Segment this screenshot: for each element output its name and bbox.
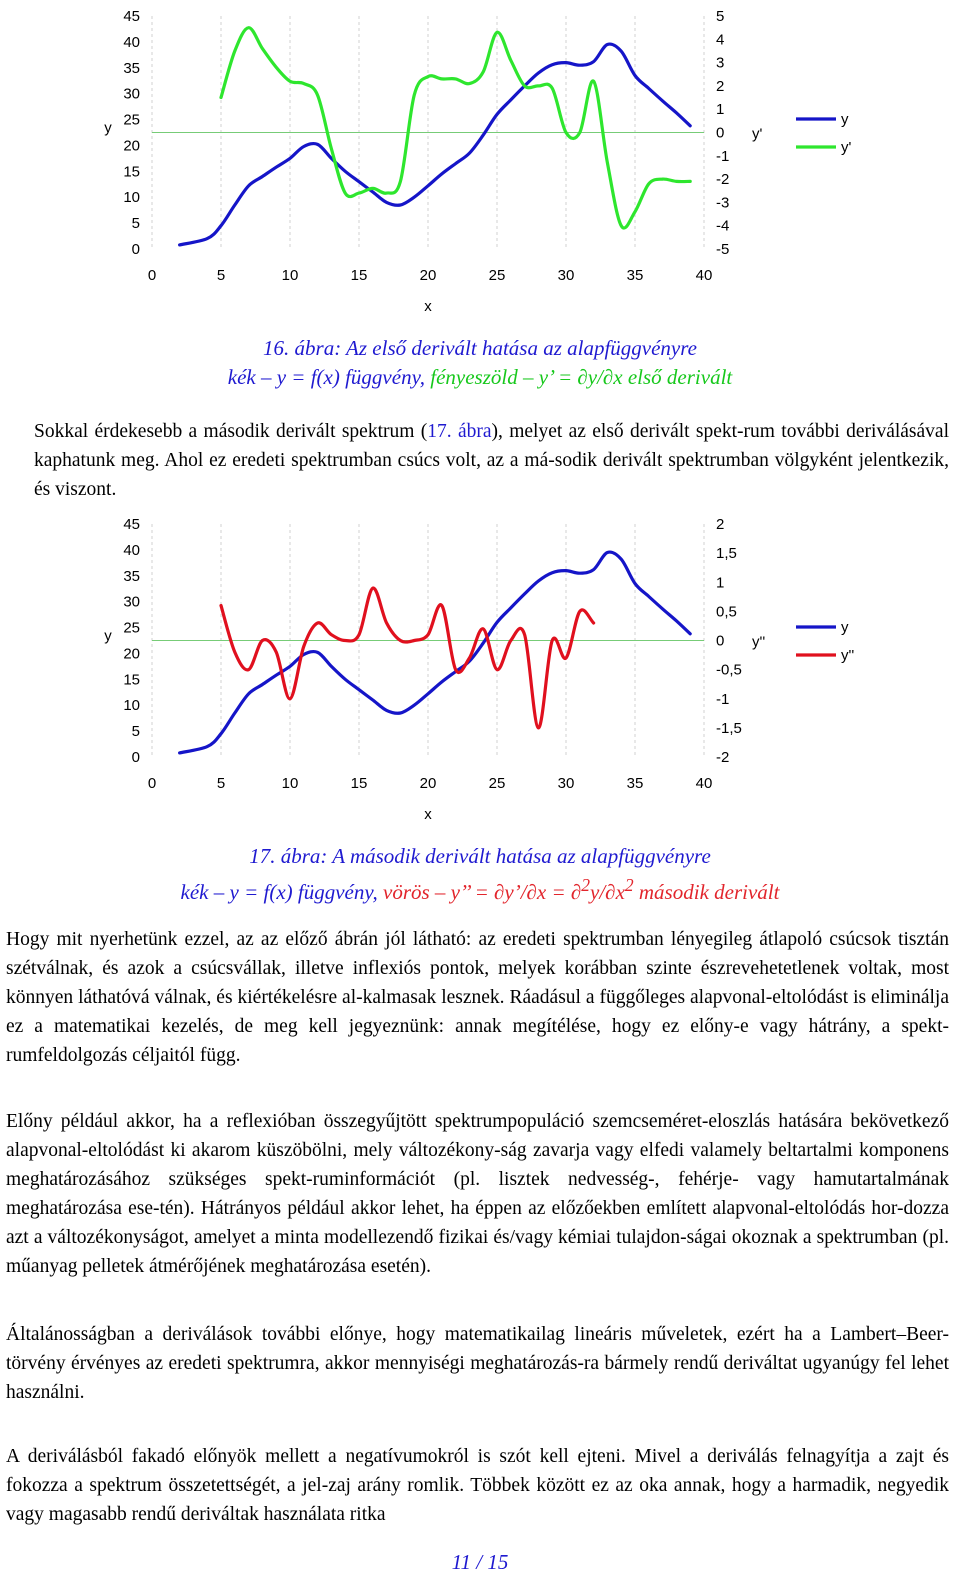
paragraph-1-end: ), melyet az első derivált spekt-rum további deriválásával kaphatunk meg. Ahol ez eredeti spektrumban csúcs volt, az a má-sodik derivált spektrumban völgyként jelentkezik, és viszont. (34, 421, 949, 500)
y-right-tick-label: 0 (716, 124, 725, 142)
y-right-tick-label: -3 (716, 194, 730, 212)
y-right-tick-label: 0,5 (716, 603, 737, 621)
series-line-y (180, 44, 691, 245)
figure-16-caption-line1: 16. ábra: Az első derivált hatása az alapfüggvényre (263, 336, 697, 360)
y-right-tick-label: 1 (716, 574, 725, 592)
figure-16-chart (0, 0, 960, 330)
caption-red-a: vörös – y’’ = ∂y’/∂x = ∂ (383, 880, 582, 904)
legend-label: y'' (841, 647, 855, 664)
figure-17-caption (0, 842, 960, 907)
x-tick-label: 30 (557, 267, 575, 284)
y-right-tick-label: -0,5 (716, 661, 742, 679)
x-tick-label: 5 (216, 775, 226, 792)
caption-red-part (383, 875, 780, 904)
paragraph-4: Általánosságban a deriválások további előnye, hogy matematikailag lineáris műveletek, ezért ha a Lambert–Beer-törvény érvényes az eredeti spektrumra, akkor mennyiségi meghatározás-ra bármely rendű deriváltat ugyanúgy fel lehet használni. (6, 1324, 949, 1403)
x-tick-label: 5 (216, 267, 226, 284)
y-right-tick-label: 0 (716, 632, 725, 650)
y-left-tick-label: 40 (123, 541, 140, 559)
legend-label: y (841, 619, 849, 636)
paragraph-1-start: Sokkal érdekesebb a második derivált spektrum ( (34, 421, 428, 442)
y-left-tick-label: 45 (123, 516, 140, 533)
y-right-tick-label: 1 (716, 101, 725, 119)
caption-red-b: y/∂x (590, 880, 625, 904)
y-left-tick-label: 35 (123, 59, 140, 77)
y-left-tick-label: 15 (123, 671, 140, 689)
figure-16-svg (0, 0, 960, 330)
x-tick-label: 25 (488, 775, 506, 792)
y-right-tick-label: 1,5 (716, 545, 737, 563)
x-tick-label: 0 (147, 775, 157, 792)
y-left-tick-label: 20 (123, 645, 140, 663)
figure-17-caption-line1: 17. ábra: A második derivált hatása az alapfüggvényre (249, 844, 711, 868)
paragraph-3: Előny például akkor, ha a reflexióban összegyűjtött spektrumpopuláció szemcseméret-eloszlás hatására bekövetkező alapvonal-eltolódást ki akarom küszöbölni, mely változékony-ság zavarja vagy elfedi valamely beltartalmi komponens meghatározásához szükséges spekt-ruminformációt (pl. lisztek nedvesség-, fehérje- vagy hamutartalmának meghatározása ese-tén). Hátrányos például akkor lehet, ha éppen az előzőekben említett alapvonal-eltolódás hor-dozza azt a változékonyságot, amelyet a minta modellezendő fizikai és/vagy kémiai tulajdon-ságai okoznak a spektrumban (pl. műanyag pelletek átmérőjének meghatározása esetén). (6, 1111, 949, 1277)
caption-red-sup2: 2 (624, 875, 634, 895)
y-right-tick-label: -2 (716, 171, 730, 189)
y-left-tick-label: 5 (131, 723, 140, 741)
x-tick-label: 20 (419, 267, 437, 284)
caption-red-c: második derivált (633, 880, 780, 904)
caption-green-part: fényeszöld – y’ = ∂y/∂x első derivált (430, 365, 733, 389)
x-tick-label: 15 (350, 267, 368, 284)
y-right-tick-label: -4 (716, 217, 730, 235)
y-right-tick-label: -1,5 (716, 719, 742, 737)
x-tick-label: 20 (419, 775, 437, 792)
caption-separator: , (372, 880, 384, 904)
x-axis-label: x (424, 298, 432, 315)
page-number: 11 / 15 (451, 1550, 509, 1574)
paragraph-1 (34, 417, 949, 504)
y-left-tick-label: 10 (123, 697, 140, 715)
caption-separator: , (419, 365, 431, 389)
x-tick-label: 10 (281, 775, 299, 792)
y-left-tick-label: 25 (123, 619, 140, 637)
x-tick-label: 40 (695, 267, 713, 284)
paragraph-2: Hogy mit nyerhetünk ezzel, az az előző ábrán jól látható: az eredeti spektrumban lényegileg átlapoló csúcsok tisztán szétválnak, és azok a csúcsvállak, illetve inflexiós pontok, melyek korábban szinte észrevehetetlenek voltak, most könnyen láthatóvá válnak, és kiértékelésre al-kalmasak lesznek. Ráadásul a függőleges alapvonal-eltolódást is eliminálja ez a matematikai kezelés, de meg kell jegyeznünk: annak megítélése, hogy ez előny-e vagy hátrány, a spekt-rumfeldolgozás céljaitól függ. (6, 929, 949, 1066)
y-right-tick-label: -1 (716, 147, 730, 165)
x-tick-label: 35 (626, 775, 644, 792)
y-left-tick-label: 35 (123, 567, 140, 585)
y-right-tick-label: 2 (716, 516, 725, 533)
y-left-tick-label: 30 (123, 593, 140, 611)
y-right-tick-label: 2 (716, 77, 725, 95)
figure-17-chart (0, 508, 960, 838)
y-right-tick-label: -5 (716, 241, 730, 258)
y-left-tick-label: 40 (123, 33, 140, 51)
y-right-tick-label: -2 (716, 749, 730, 766)
figure-16-caption (0, 334, 960, 392)
y-left-tick-label: 0 (131, 749, 140, 766)
y-left-tick-label: 45 (123, 8, 140, 25)
x-tick-label: 10 (281, 267, 299, 284)
y-left-tick-label: 25 (123, 111, 140, 129)
x-tick-label: 30 (557, 775, 575, 792)
figure-17-reference: 17. ábra (427, 421, 492, 442)
y-left-tick-label: 5 (131, 215, 140, 233)
y-left-tick-label: 15 (123, 163, 140, 181)
y-right-tick-label: 5 (716, 8, 725, 25)
series-line-right-derivative (221, 28, 690, 228)
caption-blue-part: kék – y = f(x) függvény (227, 365, 420, 389)
y-left-tick-label: 30 (123, 85, 140, 103)
caption-red-sup1: 2 (581, 875, 591, 895)
caption-blue-part: kék – y = f(x) függvény (180, 880, 373, 904)
y-left-tick-label: 20 (123, 137, 140, 155)
x-tick-label: 25 (488, 267, 506, 284)
x-tick-label: 15 (350, 775, 368, 792)
y-right-tick-label: -1 (716, 690, 730, 708)
legend-label: y (841, 111, 849, 128)
y-left-axis-label: y (104, 627, 112, 645)
figure-16-caption-line2 (0, 363, 960, 392)
paragraph-5: A deriválásból fakadó előnyök mellett a negatívumokról is szót kell ejteni. Mivel a deriválás felnagyítja a zajt és fokozza a spektrum összetettségét, a jel-zaj arány romlik. Többek között ez az oka annak, hogy a harmadik, negyedik vagy magasabb rendű deriváltak használata ritka (6, 1446, 949, 1525)
figure-17-svg (0, 508, 960, 838)
y-left-axis-label: y (104, 119, 112, 137)
x-axis-label: x (424, 806, 432, 823)
y-right-tick-label: 3 (716, 54, 725, 72)
legend-label: y' (841, 139, 852, 156)
x-tick-label: 40 (695, 775, 713, 792)
figure-17-caption-line2 (0, 871, 960, 907)
series-line-right-derivative (221, 588, 594, 728)
x-tick-label: 35 (626, 267, 644, 284)
y-left-tick-label: 10 (123, 189, 140, 207)
x-tick-label: 0 (147, 267, 157, 284)
y-right-axis-label: y' (752, 125, 763, 143)
y-right-axis-label: y'' (752, 633, 766, 651)
y-right-tick-label: 4 (716, 31, 725, 49)
y-left-tick-label: 0 (131, 241, 140, 258)
